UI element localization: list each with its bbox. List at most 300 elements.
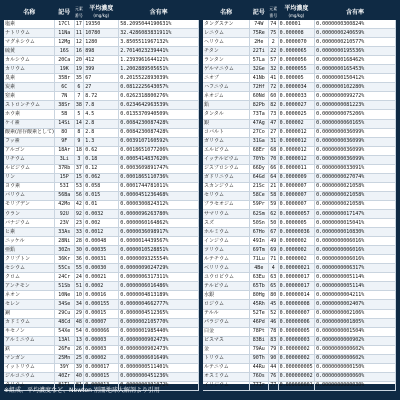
element-number: 35 bbox=[74, 74, 84, 83]
element-number: 3 bbox=[74, 155, 84, 164]
content-rate: 0.0000000511401% bbox=[119, 363, 199, 372]
element-number: 12 bbox=[74, 38, 84, 47]
element-symbol: 27Co bbox=[249, 128, 268, 137]
content-rate: 0.0000009024729% bbox=[119, 264, 199, 273]
element-symbol: 74W bbox=[249, 20, 268, 29]
element-name: 鉄 bbox=[4, 345, 55, 354]
element-name: カリウム bbox=[4, 65, 55, 74]
table-row bbox=[4, 219, 199, 228]
table-row bbox=[203, 228, 396, 237]
content-rate: 3.8505511967132% bbox=[119, 38, 199, 47]
average-concentration: 4.5 bbox=[84, 110, 119, 119]
average-concentration: 0.0000009 bbox=[278, 173, 315, 182]
table-row bbox=[4, 300, 199, 309]
table-row bbox=[203, 273, 396, 282]
element-symbol: 47Ag bbox=[249, 119, 268, 128]
element-symbol: 73Ta bbox=[249, 110, 268, 119]
element-number: 37 bbox=[74, 164, 84, 173]
table-row bbox=[4, 119, 199, 128]
element-name: イッテルビウム bbox=[203, 155, 249, 164]
average-concentration: 0.000155 bbox=[84, 300, 119, 309]
average-concentration: 7.8 bbox=[84, 101, 119, 110]
element-symbol: 48Cd bbox=[55, 318, 74, 327]
element-symbol: 60Nd bbox=[249, 92, 268, 101]
average-concentration: 0.0000025 bbox=[278, 110, 315, 119]
average-concentration: 1280 bbox=[84, 38, 119, 47]
element-name: 金 bbox=[203, 345, 249, 354]
element-name: ガリウム bbox=[203, 137, 249, 146]
table-row bbox=[203, 191, 396, 200]
average-concentration: 0.00000002 bbox=[278, 345, 315, 354]
element-symbol: 44Ru bbox=[249, 363, 268, 372]
element-number: 75 bbox=[268, 29, 278, 38]
table-row bbox=[203, 200, 396, 209]
element-number: 9 bbox=[74, 137, 84, 146]
element-number: 26 bbox=[74, 345, 84, 354]
element-number: 13 bbox=[74, 336, 84, 345]
element-number: 57 bbox=[268, 56, 278, 65]
average-concentration: 0.0000007 bbox=[278, 191, 315, 200]
element-name: タングステン bbox=[203, 20, 249, 29]
content-rate: 0.0000006016486% bbox=[119, 282, 199, 291]
element-symbol: 53I bbox=[55, 182, 74, 191]
content-rate: 0.0000000000150% bbox=[315, 363, 396, 372]
table-row bbox=[203, 336, 396, 345]
element-symbol: 22Ti bbox=[249, 47, 268, 56]
element-symbol: 75Re bbox=[249, 29, 268, 38]
table-row bbox=[4, 146, 199, 155]
element-number: 5 bbox=[74, 110, 84, 119]
table-row bbox=[4, 228, 199, 237]
element-number: 70 bbox=[268, 155, 278, 164]
header-name: 名称 bbox=[203, 4, 249, 20]
average-concentration: 0.0012 bbox=[84, 228, 119, 237]
average-concentration: 0.00030 bbox=[84, 264, 119, 273]
table-row bbox=[4, 92, 199, 101]
table-row bbox=[203, 255, 396, 264]
average-concentration: 0.00000017 bbox=[278, 273, 315, 282]
table-row bbox=[203, 291, 396, 300]
element-symbol: 39Y bbox=[55, 363, 74, 372]
table-row bbox=[4, 264, 199, 273]
element-number: 16 bbox=[74, 47, 84, 56]
element-name: クロム bbox=[4, 273, 55, 282]
element-name: 臭素 bbox=[4, 74, 55, 83]
element-number: 49 bbox=[268, 237, 278, 246]
content-rate: 0.0000010528851% bbox=[119, 246, 199, 255]
average-concentration: 0.00000008 bbox=[278, 300, 315, 309]
element-number: 33 bbox=[74, 228, 84, 237]
table-row bbox=[203, 219, 396, 228]
element-number: 41 bbox=[268, 74, 278, 83]
content-rate: 0.0000000010830% bbox=[315, 228, 396, 237]
content-rate: 0.0000014439567% bbox=[119, 237, 199, 246]
element-name: プラセオジム bbox=[203, 200, 249, 209]
content-rate: 0.0000000601649% bbox=[119, 354, 199, 363]
average-concentration: 0.000008 bbox=[278, 29, 315, 38]
element-name: パラジウム bbox=[203, 318, 249, 327]
element-number: 39 bbox=[74, 363, 84, 372]
element-symbol: 59Pr bbox=[249, 200, 268, 209]
element-symbol: 69Tm bbox=[249, 246, 268, 255]
average-concentration: 0.00000005 bbox=[278, 327, 315, 336]
element-symbol: 28Ni bbox=[55, 237, 74, 246]
element-number: 20 bbox=[74, 56, 84, 65]
table-row bbox=[4, 56, 199, 65]
table-row bbox=[203, 372, 396, 381]
element-name: ルビジウム bbox=[4, 164, 55, 173]
element-name: バリウム bbox=[4, 191, 55, 200]
element-number: 19 bbox=[74, 65, 84, 74]
content-rate: 0.0000000000602% bbox=[315, 345, 396, 354]
content-rate: 0.0000004813189% bbox=[119, 291, 199, 300]
content-rate: 58.2095044190631% bbox=[119, 20, 199, 29]
average-concentration: 0.0000055 bbox=[278, 65, 315, 74]
average-concentration: 1.3 bbox=[84, 137, 119, 146]
element-symbol: 23V bbox=[55, 219, 74, 228]
content-rate: 2.7014023239441% bbox=[119, 47, 199, 56]
table-row bbox=[203, 182, 396, 191]
element-name: セシウム bbox=[4, 264, 55, 273]
element-name: ホルミウム bbox=[203, 228, 249, 237]
element-number: 6 bbox=[74, 83, 84, 92]
content-rate: 0.0000000006317% bbox=[315, 264, 396, 273]
element-name: レニウム bbox=[203, 29, 249, 38]
element-name: ニッケル bbox=[4, 237, 55, 246]
content-rate: 0.0000004662777% bbox=[119, 300, 199, 309]
element-symbol: 11Na bbox=[55, 29, 74, 38]
element-name: 亜鉛 bbox=[4, 246, 55, 255]
element-table-right bbox=[203, 4, 396, 391]
table-row bbox=[4, 327, 199, 336]
content-rate: 0.0000001985440% bbox=[119, 327, 199, 336]
content-rate: 0.0000000210577% bbox=[315, 38, 396, 47]
table-row bbox=[4, 345, 199, 354]
table-row bbox=[203, 173, 396, 182]
element-name: ジスプロシウム bbox=[203, 164, 249, 173]
element-symbol: 56Ba bbox=[55, 191, 74, 200]
element-name: 炭素 bbox=[4, 83, 55, 92]
table-row bbox=[4, 47, 199, 56]
content-rate: 0.0000451236468% bbox=[119, 191, 199, 200]
table-row bbox=[4, 182, 199, 191]
average-concentration: 0.00000006 bbox=[278, 318, 315, 327]
content-rate: 0.0000000027074% bbox=[315, 173, 396, 182]
table-row bbox=[203, 137, 396, 146]
element-symbol: 25Mn bbox=[55, 354, 74, 363]
element-number: 78 bbox=[268, 327, 278, 336]
element-number: 81 bbox=[74, 381, 84, 390]
table-row bbox=[203, 354, 396, 363]
element-name: ケイ素 bbox=[4, 119, 55, 128]
element-symbol: 36Kr bbox=[55, 255, 74, 264]
content-rate: 0.0000000060165% bbox=[315, 119, 396, 128]
element-number: 52 bbox=[268, 309, 278, 318]
table-row bbox=[4, 29, 199, 38]
average-concentration: 0.00021 bbox=[84, 273, 119, 282]
element-symbol: 6C bbox=[55, 83, 74, 92]
average-concentration: 0.62 bbox=[84, 146, 119, 155]
element-symbol: 16S bbox=[55, 47, 74, 56]
element-name: キセノン bbox=[4, 327, 55, 336]
table-row bbox=[4, 273, 199, 282]
element-symbol: 17Cl bbox=[55, 20, 74, 29]
element-name: ロジウム bbox=[203, 300, 249, 309]
average-concentration: 0.0000027 bbox=[278, 101, 315, 110]
element-name: 硫黄 bbox=[4, 47, 55, 56]
element-number: 4 bbox=[268, 264, 278, 273]
table-row bbox=[4, 128, 199, 137]
average-concentration: 399 bbox=[84, 65, 119, 74]
element-symbol: 49In bbox=[249, 237, 268, 246]
element-symbol: 37Rb bbox=[55, 164, 74, 173]
element-name: 銅 bbox=[4, 309, 55, 318]
content-rate: 0.0000000150412% bbox=[315, 74, 396, 83]
element-name: ヒ素 bbox=[4, 228, 55, 237]
element-name: 鉛 bbox=[203, 101, 249, 110]
header-name: 名称 bbox=[4, 4, 55, 20]
element-symbol: 78Pt bbox=[249, 327, 268, 336]
element-name: コバルト bbox=[203, 128, 249, 137]
average-concentration: 0.00048 bbox=[84, 237, 119, 246]
element-name: ゲルマニウム bbox=[203, 65, 249, 74]
element-name: ビスマス bbox=[203, 336, 249, 345]
content-rate: 0.0000006317311% bbox=[119, 273, 199, 282]
element-name: スズ bbox=[203, 219, 249, 228]
element-number: 27 bbox=[268, 128, 278, 137]
average-concentration: 0.0000002 bbox=[278, 237, 315, 246]
content-rate: 0.0000036098917% bbox=[119, 228, 199, 237]
element-name: スカンジウム bbox=[203, 182, 249, 191]
element-number: 21 bbox=[268, 182, 278, 191]
table-row bbox=[4, 200, 199, 209]
table-row bbox=[4, 20, 199, 29]
element-name: ナトリウム bbox=[4, 29, 55, 38]
element-symbol: 41Nb bbox=[249, 74, 268, 83]
element-symbol: 83Bi bbox=[249, 336, 268, 345]
content-rate: 0.0000000033091% bbox=[315, 164, 396, 173]
element-name: トリウム bbox=[203, 354, 249, 363]
average-concentration: 19350 bbox=[84, 20, 119, 29]
content-rate: 0.0000000004211% bbox=[315, 291, 396, 300]
average-concentration: 0.0000002 bbox=[278, 246, 315, 255]
average-concentration: 0.0000011 bbox=[278, 164, 315, 173]
element-name: マンガン bbox=[4, 354, 55, 363]
element-symbol: 92U bbox=[55, 209, 74, 218]
element-number: 8 bbox=[74, 128, 84, 137]
average-concentration: 0.00001 bbox=[278, 20, 315, 29]
element-number: 92 bbox=[74, 209, 84, 218]
table-row bbox=[203, 56, 396, 65]
average-concentration: 0.062 bbox=[84, 173, 119, 182]
content-rate: 0.0018651077206% bbox=[119, 146, 199, 155]
average-concentration: 0.00031 bbox=[84, 255, 119, 264]
element-symbol: 24Cr bbox=[55, 273, 74, 282]
content-rate: 0.0000000000602% bbox=[315, 354, 396, 363]
average-concentration: 0.0000002 bbox=[278, 255, 315, 264]
average-concentration: 0.000005 bbox=[278, 74, 315, 83]
element-name: ストロンチウム bbox=[4, 101, 55, 110]
average-concentration: 0.0000005 bbox=[278, 219, 315, 228]
average-concentration: 0.000000001 bbox=[278, 381, 315, 390]
content-rate: 0.0000000902473% bbox=[119, 336, 199, 345]
table-row bbox=[4, 83, 199, 92]
table-row bbox=[203, 300, 396, 309]
table-row bbox=[4, 110, 199, 119]
element-name: リン bbox=[4, 173, 55, 182]
element-number: 80 bbox=[268, 291, 278, 300]
element-symbol: 19K bbox=[55, 65, 74, 74]
element-symbol: 51Sb bbox=[55, 282, 74, 291]
content-rate: 0.0000000021058% bbox=[315, 182, 396, 191]
element-symbol: 58Ce bbox=[249, 191, 268, 200]
content-rate: 0.0000060164862% bbox=[119, 219, 199, 228]
content-rate: 0.0000000001504% bbox=[315, 327, 396, 336]
element-name: ユウロピウム bbox=[203, 273, 249, 282]
content-rate: 0.0001744781011% bbox=[119, 182, 199, 191]
element-name: ツリウム bbox=[203, 246, 249, 255]
table-row bbox=[4, 191, 199, 200]
average-concentration: 0.00003 bbox=[84, 336, 119, 345]
average-concentration: 0.00002 bbox=[84, 354, 119, 363]
content-rate: 0.0039107160592% bbox=[119, 137, 199, 146]
element-name: アンチモン bbox=[4, 282, 55, 291]
content-rate: 0.0000000006016% bbox=[315, 237, 396, 246]
element-symbol: 12Mg bbox=[55, 38, 74, 47]
table-row bbox=[203, 209, 396, 218]
average-concentration: 10780 bbox=[84, 29, 119, 38]
element-name: インジウム bbox=[203, 237, 249, 246]
element-number: 2 bbox=[268, 38, 278, 47]
element-number: 62 bbox=[268, 209, 278, 218]
table-row bbox=[203, 327, 396, 336]
average-concentration: 0.000013 bbox=[84, 381, 119, 390]
header-number: 元素番号 bbox=[269, 6, 278, 18]
content-rate: 0.0000000168462% bbox=[315, 56, 396, 65]
element-number: 31 bbox=[268, 137, 278, 146]
average-concentration: 0.00000017 bbox=[278, 282, 315, 291]
element-number: 48 bbox=[74, 318, 84, 327]
element-name: ウラン bbox=[4, 209, 55, 218]
element-symbol: 15P bbox=[55, 173, 74, 182]
element-name: アルミニウム bbox=[4, 336, 55, 345]
table-row bbox=[203, 345, 396, 354]
element-name: ヨウ素 bbox=[4, 182, 55, 191]
content-rate: 0.0000000002106% bbox=[315, 309, 396, 318]
content-rate: 0.0000000102280% bbox=[315, 83, 396, 92]
table-row bbox=[203, 38, 396, 47]
element-name: ガドリニウム bbox=[203, 173, 249, 182]
content-rate: 0.2015522893039% bbox=[119, 74, 199, 83]
element-symbol: 71Lu bbox=[249, 255, 268, 264]
content-rate: 0.0000004512365% bbox=[119, 309, 199, 318]
content-rate: 0.0000000391072% bbox=[119, 381, 199, 390]
element-name: カルシウム bbox=[4, 56, 55, 65]
element-number: 71 bbox=[268, 255, 278, 264]
average-concentration: 0.0000012 bbox=[278, 137, 315, 146]
element-name: リチウム bbox=[4, 155, 55, 164]
table-row bbox=[203, 164, 396, 173]
content-rate: 0.0000009325554% bbox=[119, 255, 199, 264]
element-symbol: 68Er bbox=[249, 146, 268, 155]
average-concentration: 0.000066 bbox=[84, 327, 119, 336]
average-concentration: 0.00000014 bbox=[278, 291, 315, 300]
element-number: 45 bbox=[268, 300, 278, 309]
average-concentration: 0.00016 bbox=[84, 291, 119, 300]
average-concentration: 0.000000002 bbox=[278, 372, 315, 381]
header-content: 含有率 bbox=[315, 4, 396, 20]
content-rate: 0.0000000240659% bbox=[315, 29, 396, 38]
average-concentration: 0.18 bbox=[84, 155, 119, 164]
average-concentration: 0.00015 bbox=[84, 309, 119, 318]
element-symbol: 33As bbox=[55, 228, 74, 237]
element-name: セリウム bbox=[203, 191, 249, 200]
table-row bbox=[203, 101, 396, 110]
element-name: バナジウム bbox=[4, 219, 55, 228]
element-symbol: 3Li bbox=[55, 155, 74, 164]
content-rate: 0.0000300824312% bbox=[119, 200, 199, 209]
average-concentration: 0.01 bbox=[84, 200, 119, 209]
element-number: 65 bbox=[268, 282, 278, 291]
element-name: ニオブ bbox=[203, 74, 249, 83]
table-row bbox=[203, 282, 396, 291]
element-number: 22 bbox=[268, 47, 278, 56]
element-name: 白金 bbox=[203, 327, 249, 336]
element-symbol: 10Ne bbox=[55, 291, 74, 300]
content-rate: 0.0812225643057% bbox=[119, 83, 199, 92]
content-rate: 0.0000000015041% bbox=[315, 219, 396, 228]
element-symbol: 2He bbox=[249, 38, 268, 47]
table-row bbox=[203, 20, 396, 29]
element-symbol: 31Ga bbox=[249, 137, 268, 146]
content-rate: 0.0000000036099% bbox=[315, 146, 396, 155]
content-rate: 0.0135370940509% bbox=[119, 110, 199, 119]
table-row bbox=[203, 74, 396, 83]
element-name: ルテチウム bbox=[203, 255, 249, 264]
element-number: 15 bbox=[74, 173, 84, 182]
element-symbol: 5B bbox=[55, 110, 74, 119]
element-symbol: 35Br bbox=[55, 74, 74, 83]
element-name: ジルコニウム bbox=[4, 372, 55, 381]
element-number: 47 bbox=[268, 119, 278, 128]
header-symbol: 記号 bbox=[55, 4, 74, 20]
average-concentration: 0.000000005 bbox=[278, 363, 315, 372]
average-concentration: 0.000002 bbox=[278, 119, 315, 128]
element-name: ランタン bbox=[203, 56, 249, 65]
content-rate: 0.0000000005114% bbox=[315, 273, 396, 282]
table-row bbox=[4, 282, 199, 291]
element-number: 42 bbox=[74, 200, 84, 209]
element-number: 17 bbox=[74, 20, 84, 29]
table-row bbox=[4, 173, 199, 182]
content-rate: 0.0000000006016% bbox=[315, 255, 396, 264]
element-number: 72 bbox=[268, 83, 278, 92]
element-symbol: 66Dy bbox=[249, 164, 268, 173]
element-number: 64 bbox=[268, 173, 278, 182]
average-concentration: 0.0000012 bbox=[278, 155, 315, 164]
element-name: タンタル bbox=[203, 110, 249, 119]
element-name: 酸素(溶存酸素として) bbox=[4, 128, 55, 137]
average-concentration: 8.72 bbox=[84, 92, 119, 101]
element-number: 90 bbox=[268, 354, 278, 363]
element-symbol: 14Si bbox=[55, 119, 74, 128]
element-name: テルル bbox=[203, 309, 249, 318]
element-symbol: 26Fe bbox=[55, 345, 74, 354]
table-row bbox=[203, 110, 396, 119]
element-symbol: 45Rh bbox=[249, 300, 268, 309]
content-rate: 0.0000000036099% bbox=[315, 128, 396, 137]
element-name: マグネシウム bbox=[4, 38, 55, 47]
